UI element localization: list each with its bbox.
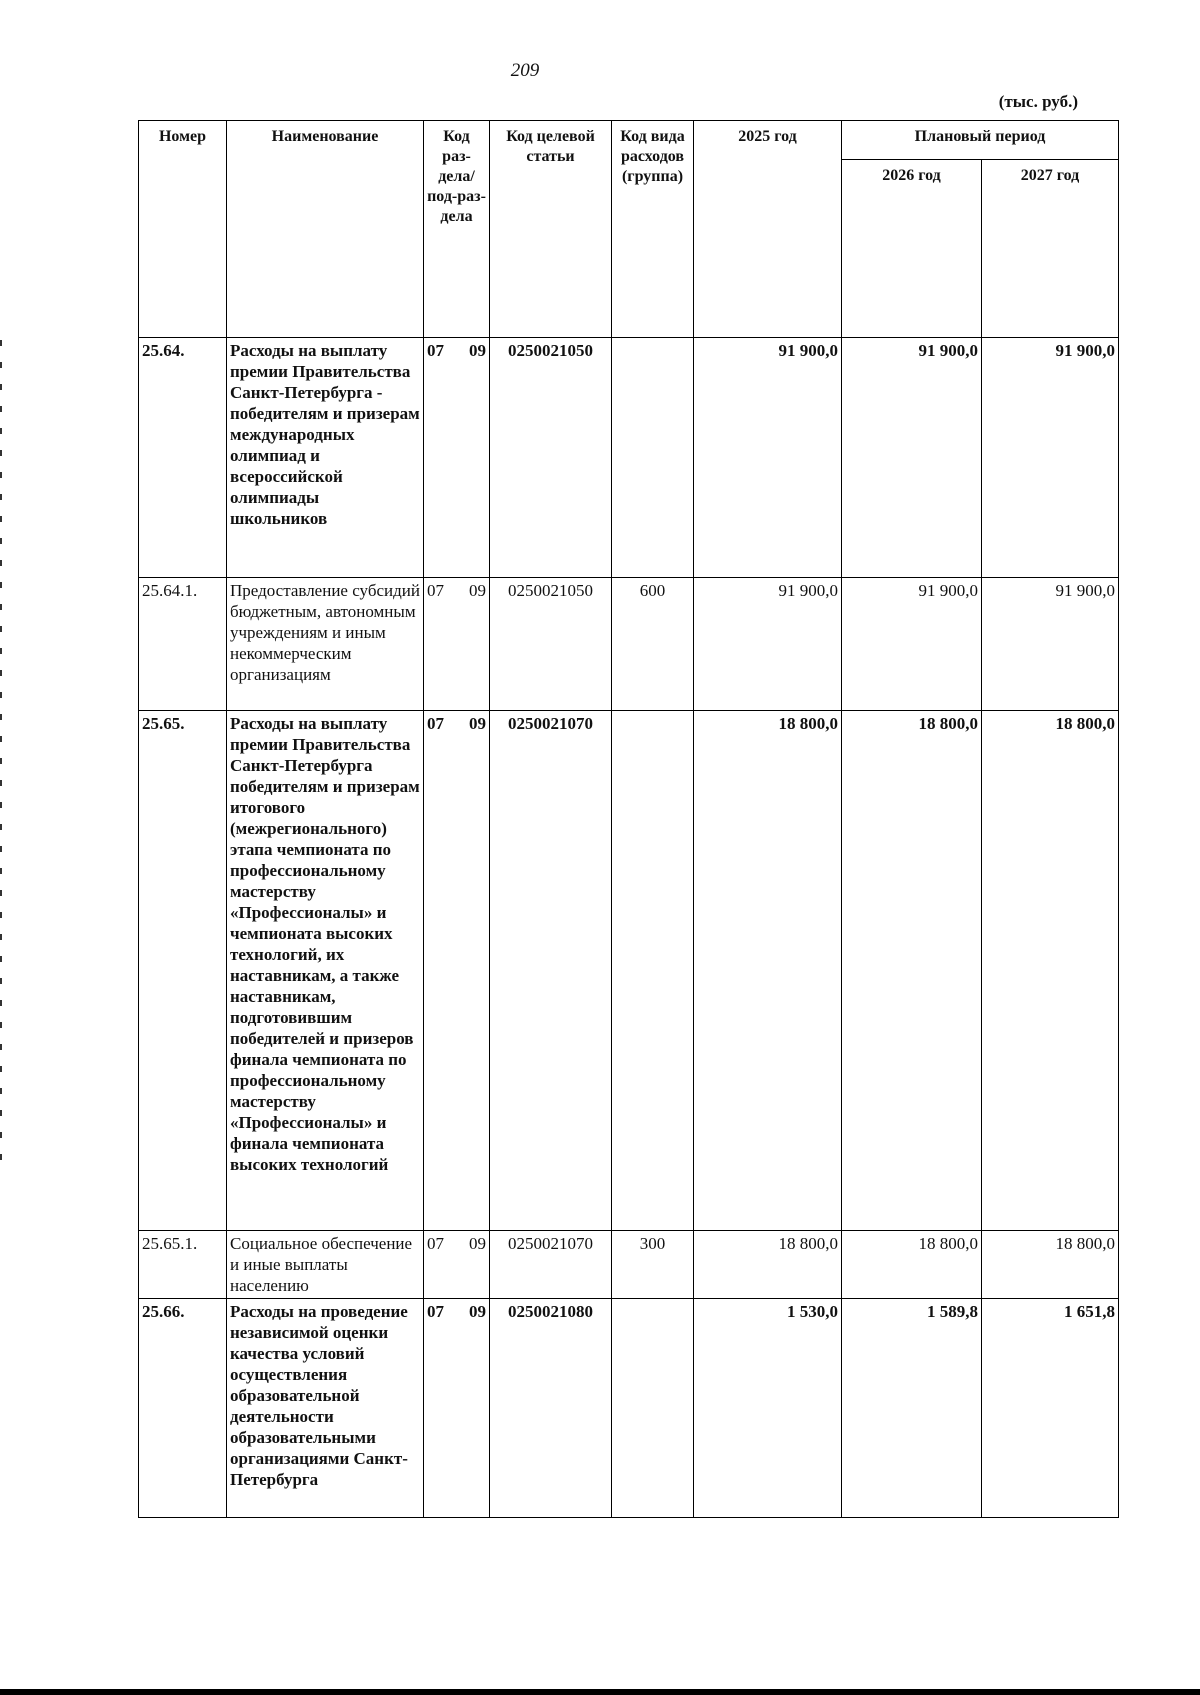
- scan-bottom-edge: [0, 1689, 1200, 1695]
- page-number: 209: [510, 60, 540, 81]
- header-year-2026: 2026 год: [842, 160, 982, 338]
- row-rz: 07: [427, 581, 444, 600]
- row-name: Предоставление субсидий бюджетным, автономным учреждениям и иным некоммерческим организациям: [227, 578, 424, 711]
- row-pr: 09: [469, 714, 486, 733]
- row-amount-2025: 18 800,0: [694, 1231, 842, 1299]
- row-amount-2026: 1 589,8: [842, 1299, 982, 1518]
- row-rz: 07: [427, 1234, 444, 1253]
- header-expense-type-code: Код вида расходов (группа): [612, 121, 694, 338]
- header-row-top: [139, 121, 1119, 160]
- table-row: [139, 1231, 1119, 1299]
- row-section-code: [424, 578, 490, 711]
- row-amount-2025: 1 530,0: [694, 1299, 842, 1518]
- row-name: Расходы на выплату премии Правительства Санкт-Петербурга - победителям и призерам международных олимпиад и всероссийской олимпиады школьников: [227, 338, 424, 578]
- header-name: Наименование: [227, 121, 424, 338]
- row-name: Расходы на выплату премии Правительства Санкт-Петербурга победителям и призерам итогового (межрегионального) этапа чемпионата по профессиональному мастерству «Профессионалы» и чемпионата высоких технологий, их наставникам, а также наставникам, подготовившим победителей и призеров финала чемпионата по профессиональному мастерству «Профессионалы» и финала чемпионата высоких технологий: [227, 711, 424, 1231]
- row-amount-2025: 91 900,0: [694, 578, 842, 711]
- row-target-code: 0250021050: [490, 578, 612, 711]
- row-expense-type: [612, 1299, 694, 1518]
- row-section-code: [424, 711, 490, 1231]
- row-target-code: 0250021050: [490, 338, 612, 578]
- header-planned-period: Плановый период: [842, 121, 1119, 160]
- header-number: Номер: [139, 121, 227, 338]
- row-amount-2027: 18 800,0: [982, 711, 1119, 1231]
- row-pr: 09: [469, 1302, 486, 1321]
- row-pr: 09: [469, 1234, 486, 1253]
- header-target-code: Код целевой статьи: [490, 121, 612, 338]
- table-header: [139, 121, 1119, 338]
- header-section-code: Код раз-дела/ под-раз-дела: [424, 121, 490, 338]
- table-row: [139, 1299, 1119, 1518]
- header-year-2025: 2025 год: [694, 121, 842, 338]
- header-year-2027: 2027 год: [982, 160, 1119, 338]
- row-section-code: [424, 338, 490, 578]
- row-number: 25.64.: [139, 338, 227, 578]
- table-row: [139, 578, 1119, 711]
- row-amount-2027: 91 900,0: [982, 338, 1119, 578]
- row-expense-type: [612, 711, 694, 1231]
- table-body: [139, 338, 1119, 1518]
- row-target-code: 0250021070: [490, 1231, 612, 1299]
- row-section-code: [424, 1299, 490, 1518]
- row-number: 25.64.1.: [139, 578, 227, 711]
- row-rz: 07: [427, 341, 444, 360]
- row-section-code: [424, 1231, 490, 1299]
- row-number: 25.66.: [139, 1299, 227, 1518]
- row-number: 25.65.1.: [139, 1231, 227, 1299]
- row-rz: 07: [427, 714, 444, 733]
- row-amount-2026: 91 900,0: [842, 578, 982, 711]
- row-name: Социальное обеспечение и иные выплаты населению: [227, 1231, 424, 1299]
- row-number: 25.65.: [139, 711, 227, 1231]
- row-amount-2027: 91 900,0: [982, 578, 1119, 711]
- row-expense-type: 300: [612, 1231, 694, 1299]
- row-expense-type: 600: [612, 578, 694, 711]
- row-amount-2025: 91 900,0: [694, 338, 842, 578]
- row-expense-type: [612, 338, 694, 578]
- row-amount-2026: 91 900,0: [842, 338, 982, 578]
- row-amount-2027: 1 651,8: [982, 1299, 1119, 1518]
- row-amount-2026: 18 800,0: [842, 1231, 982, 1299]
- row-amount-2026: 18 800,0: [842, 711, 982, 1231]
- row-amount-2027: 18 800,0: [982, 1231, 1119, 1299]
- row-target-code: 0250021080: [490, 1299, 612, 1518]
- table-row: [139, 338, 1119, 578]
- row-target-code: 0250021070: [490, 711, 612, 1231]
- row-pr: 09: [469, 581, 486, 600]
- scan-edge-artifact: [0, 340, 2, 1160]
- row-amount-2025: 18 800,0: [694, 711, 842, 1231]
- row-name: Расходы на проведение независимой оценки качества условий осуществления образовательной деятельности образовательными организациями Санкт-Петербурга: [227, 1299, 424, 1518]
- units-label: (тыс. руб.): [998, 92, 1078, 111]
- table-row: [139, 711, 1119, 1231]
- row-pr: 09: [469, 341, 486, 360]
- budget-table: [138, 120, 1119, 1518]
- row-rz: 07: [427, 1302, 444, 1321]
